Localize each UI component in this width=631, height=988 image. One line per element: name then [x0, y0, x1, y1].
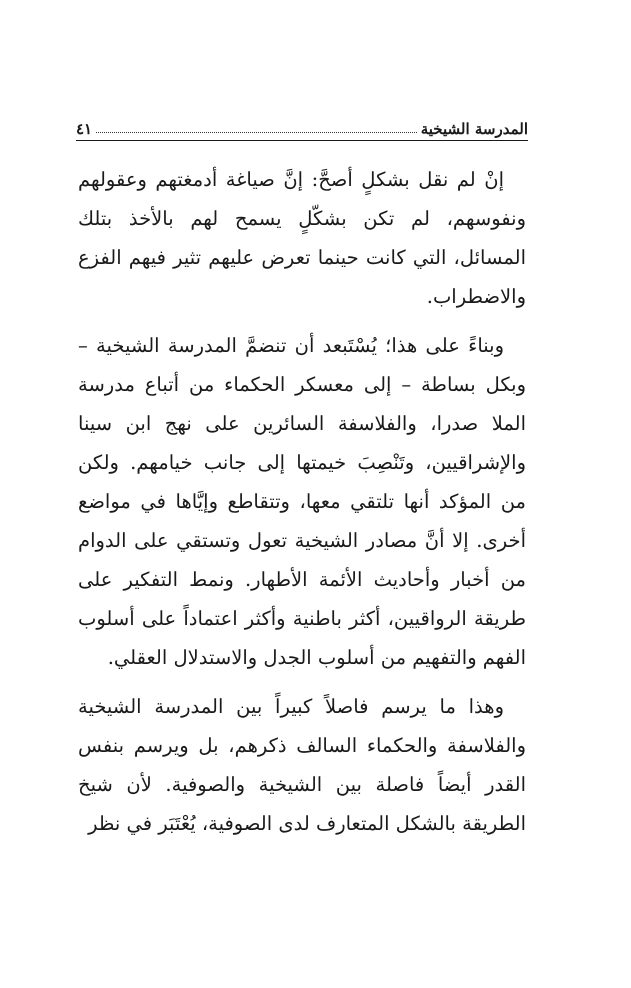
header-title: المدرسة الشيخية — [420, 120, 528, 138]
body-text — [78, 160, 526, 843]
page-number: ٤١ — [76, 120, 93, 138]
paragraph-2: وبناءً على هذا؛ يُسْتَبعد أن تنضمَّ المدرسة الشيخية – وبكل بساطة – إلى معسكر الحكماء من أتباع مدرسة الملا صدرا، والفلاسفة السائرين على نهج ابن سينا والإشراقيين، وتَنْصِبَ خيمتها إلى جانب خيامهم. ولكن من المؤكد أنها تلتقي معها، وتتقاطع وإيَّاها في مواضع أخرى. إلا أنَّ مصادر الشيخية تعول وتستقي على الدوام من أخبار وأحاديث الأئمة الأطهار. ونمط التفكير على طريقة الرواقيين، أكثر باطنية وأكثر اعتماداً على أسلوب الفهم والتفهيم من أسلوب الجدل والاستدلال العقلي. — [78, 334, 526, 669]
paragraph-1: إنْ لم نقل بشكلٍ أصحَّ: إنَّ صياغة أدمغتهم وعقولهم ونفوسهم، لم تكن بشكّلٍ يسمح لهم بالأخذ بتلك المسائل، التي كانت حينما تعرض عليهم تثير فيهم الفزع والاضطراب. — [78, 168, 526, 308]
header-rule — [76, 140, 528, 141]
paragraph-3: وهذا ما يرسم فاصلاً كبيراً بين المدرسة الشيخية والفلاسفة والحكماء السالف ذكرهم، بل ويرسم بنفس القدر أيضاً فاصلة بين الشيخية والصوفية. لأن شيخ الطريقة بالشكل المتعارف لدى الصوفية، يُعْتَبَر في نظر — [78, 695, 526, 835]
header-dot-leader — [96, 132, 417, 133]
running-header — [76, 112, 528, 138]
